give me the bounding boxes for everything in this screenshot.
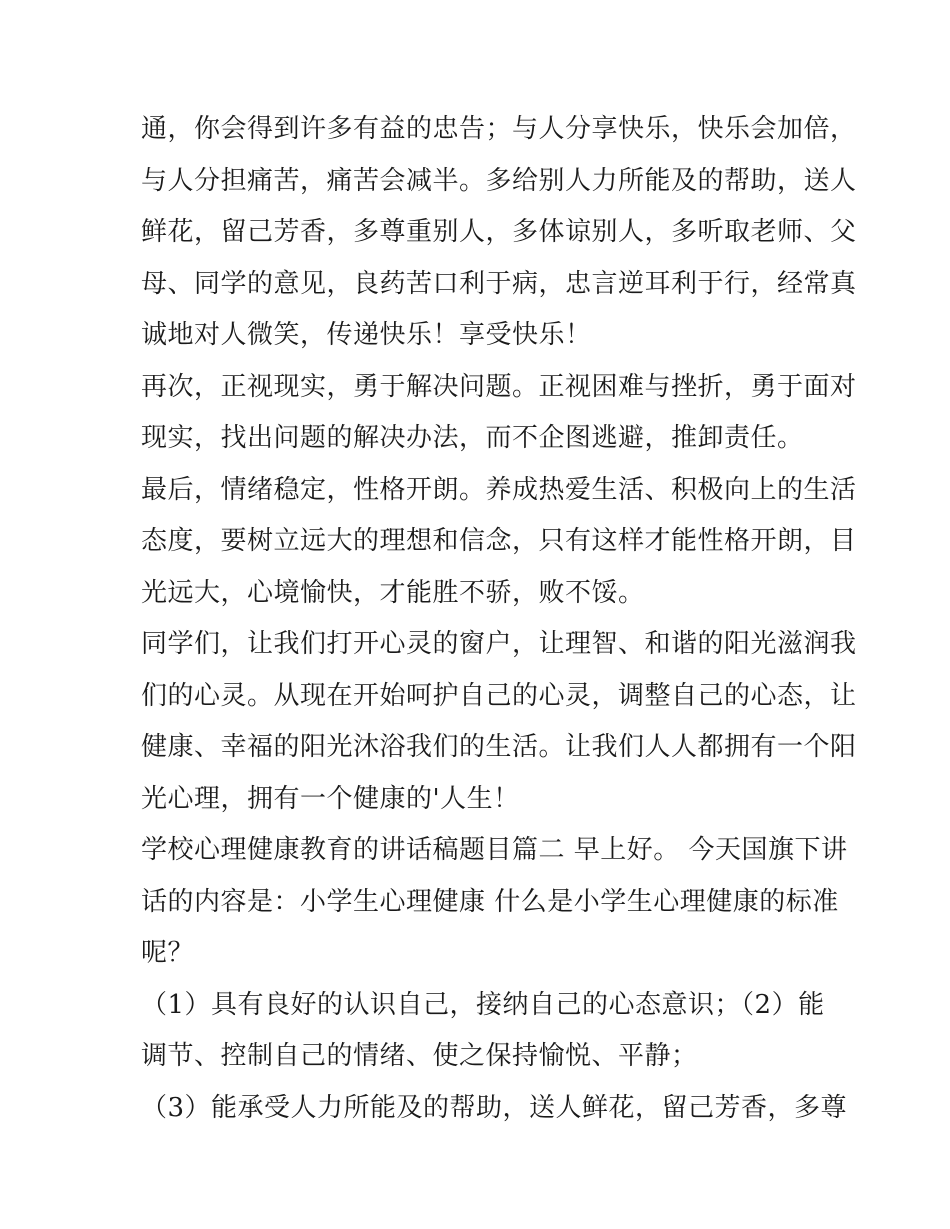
body-text xyxy=(141,104,857,1134)
text-line: 态度，要树立远大的理想和信念，只有这样才能性格开朗，目 xyxy=(141,526,857,556)
text-line: 光心理，拥有一个健康的'人生！ xyxy=(141,783,520,814)
text-line: 再次，正视现实，勇于解决问题。正视困难与挫折，勇于面对 xyxy=(141,371,857,402)
text-line: 话的内容是：小学生心理健康 什么是小学生心理健康的标准 xyxy=(141,886,839,917)
text-line: 同学们，让我们打开心灵的窗户，让理智、和谐的阳光滋润我 xyxy=(141,629,857,659)
text-line: 光远大，心境愉快，才能胜不骄，败不馁。 xyxy=(141,577,645,608)
section-heading-line: 学校心理健康教育的讲话稿题目篇二 早上好。 今天国旗下讲 xyxy=(141,835,848,865)
text-line: 与人分担痛苦，痛苦会减半。多给别人力所能及的帮助，送人 xyxy=(141,165,857,196)
text-line: 们的心灵。从现在开始呵护自己的心灵，调整自己的心态，让 xyxy=(141,680,857,711)
list-item-line: （3）能承受人力所能及的帮助，送人鲜花，留己芳香，多尊 xyxy=(141,1092,848,1123)
text-line: 诚地对人微笑，传递快乐！享受快乐！ xyxy=(141,320,592,350)
text-line: 鲜花，留己芳香，多尊重别人，多体谅别人，多听取老师、父 xyxy=(141,217,857,247)
text-line: 通，你会得到许多有益的忠告；与人分享快乐，快乐会加倍， xyxy=(141,114,857,144)
text-line: 现实，找出问题的解决办法，而不企图逃避，推卸责任。 xyxy=(141,423,804,453)
list-item-line: （1）具有良好的认识自己，接纳自己的心态意识；（2）能 xyxy=(141,989,825,1020)
text-line: 最后，情绪稳定，性格开朗。养成热爱生活、积极向上的生活 xyxy=(141,474,857,505)
text-line: 呢？ xyxy=(141,938,195,968)
text-line: 母、同学的意见，良药苦口利于病，忠言逆耳利于行，经常真 xyxy=(141,268,857,299)
text-line: 健康、幸福的阳光沐浴我们的生活。让我们人人都拥有一个阳 xyxy=(141,732,857,762)
text-line: 调节、控制自己的情绪、使之保持愉悦、平静； xyxy=(141,1041,698,1071)
